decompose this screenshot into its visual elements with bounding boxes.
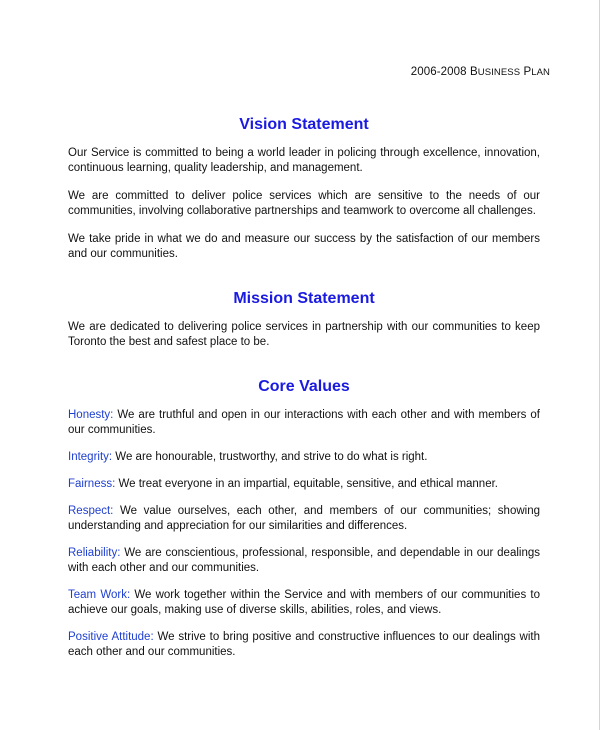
- core-value-text: We work together within the Service and with members of our communities to achieve our goals, making use of diverse skills, abilities, roles, and views.: [68, 589, 540, 616]
- core-value-term: Integrity:: [68, 451, 113, 463]
- core-value-term: Reliability:: [68, 547, 121, 559]
- document-body: [68, 116, 540, 660]
- header-year-range: 2006-2008: [410, 66, 470, 78]
- core-value-reliability: [68, 546, 540, 576]
- header-lan: LAN: [531, 67, 550, 78]
- core-value-term: Fairness:: [68, 478, 116, 490]
- mission-heading: Mission Statement: [233, 290, 375, 307]
- vision-heading: Vision Statement: [239, 116, 369, 133]
- core-value-honesty: [68, 408, 540, 438]
- core-value-text: We are honourable, trustworthy, and strive to do what is right.: [112, 451, 428, 463]
- vision-paragraph: We are committed to deliver police services which are sensitive to the needs of our communities, involving collaborative partnerships and teamwork to overcome all challenges.: [68, 190, 540, 217]
- header-p: P: [523, 66, 532, 78]
- vision-paragraph: Our Service is committed to being a world leader in policing through excellence, innovation, continuous learning, quality leadership, and management.: [68, 147, 540, 174]
- core-value-positive-attitude: [68, 630, 540, 660]
- page-header: [411, 66, 550, 78]
- core-value-term: Respect:: [68, 505, 114, 517]
- core-value-text: We strive to bring positive and constructive influences to our dealings with each other and our communities.: [68, 631, 540, 658]
- mission-paragraph: We are dedicated to delivering police services in partnership with our communities to keep Toronto the best and safest place to be.: [68, 321, 540, 348]
- header-b: B: [469, 66, 478, 78]
- core-value-text: We value ourselves, each other, and members of our communities; showing understanding and appreciation for our similarities and differences.: [68, 505, 540, 532]
- core-value-term: Honesty:: [68, 409, 114, 421]
- core-value-text: We treat everyone in an impartial, equitable, sensitive, and ethical manner.: [115, 478, 498, 490]
- header-usiness: USINESS: [477, 67, 521, 78]
- core-values-heading: Core Values: [258, 378, 350, 395]
- core-value-team-work: [68, 588, 540, 618]
- vision-paragraph: We take pride in what we do and measure our success by the satisfaction of our members and our communities.: [68, 233, 540, 260]
- core-value-integrity: [68, 450, 540, 465]
- core-value-term: Positive Attitude:: [68, 631, 154, 643]
- core-value-text: We are conscientious, professional, responsible, and dependable in our dealings with each other and our communities.: [68, 547, 540, 574]
- core-value-respect: [68, 504, 540, 534]
- core-value-fairness: [68, 477, 540, 492]
- core-value-text: We are truthful and open in our interactions with each other and with members of our communities.: [68, 409, 540, 436]
- core-value-term: Team Work:: [68, 589, 131, 601]
